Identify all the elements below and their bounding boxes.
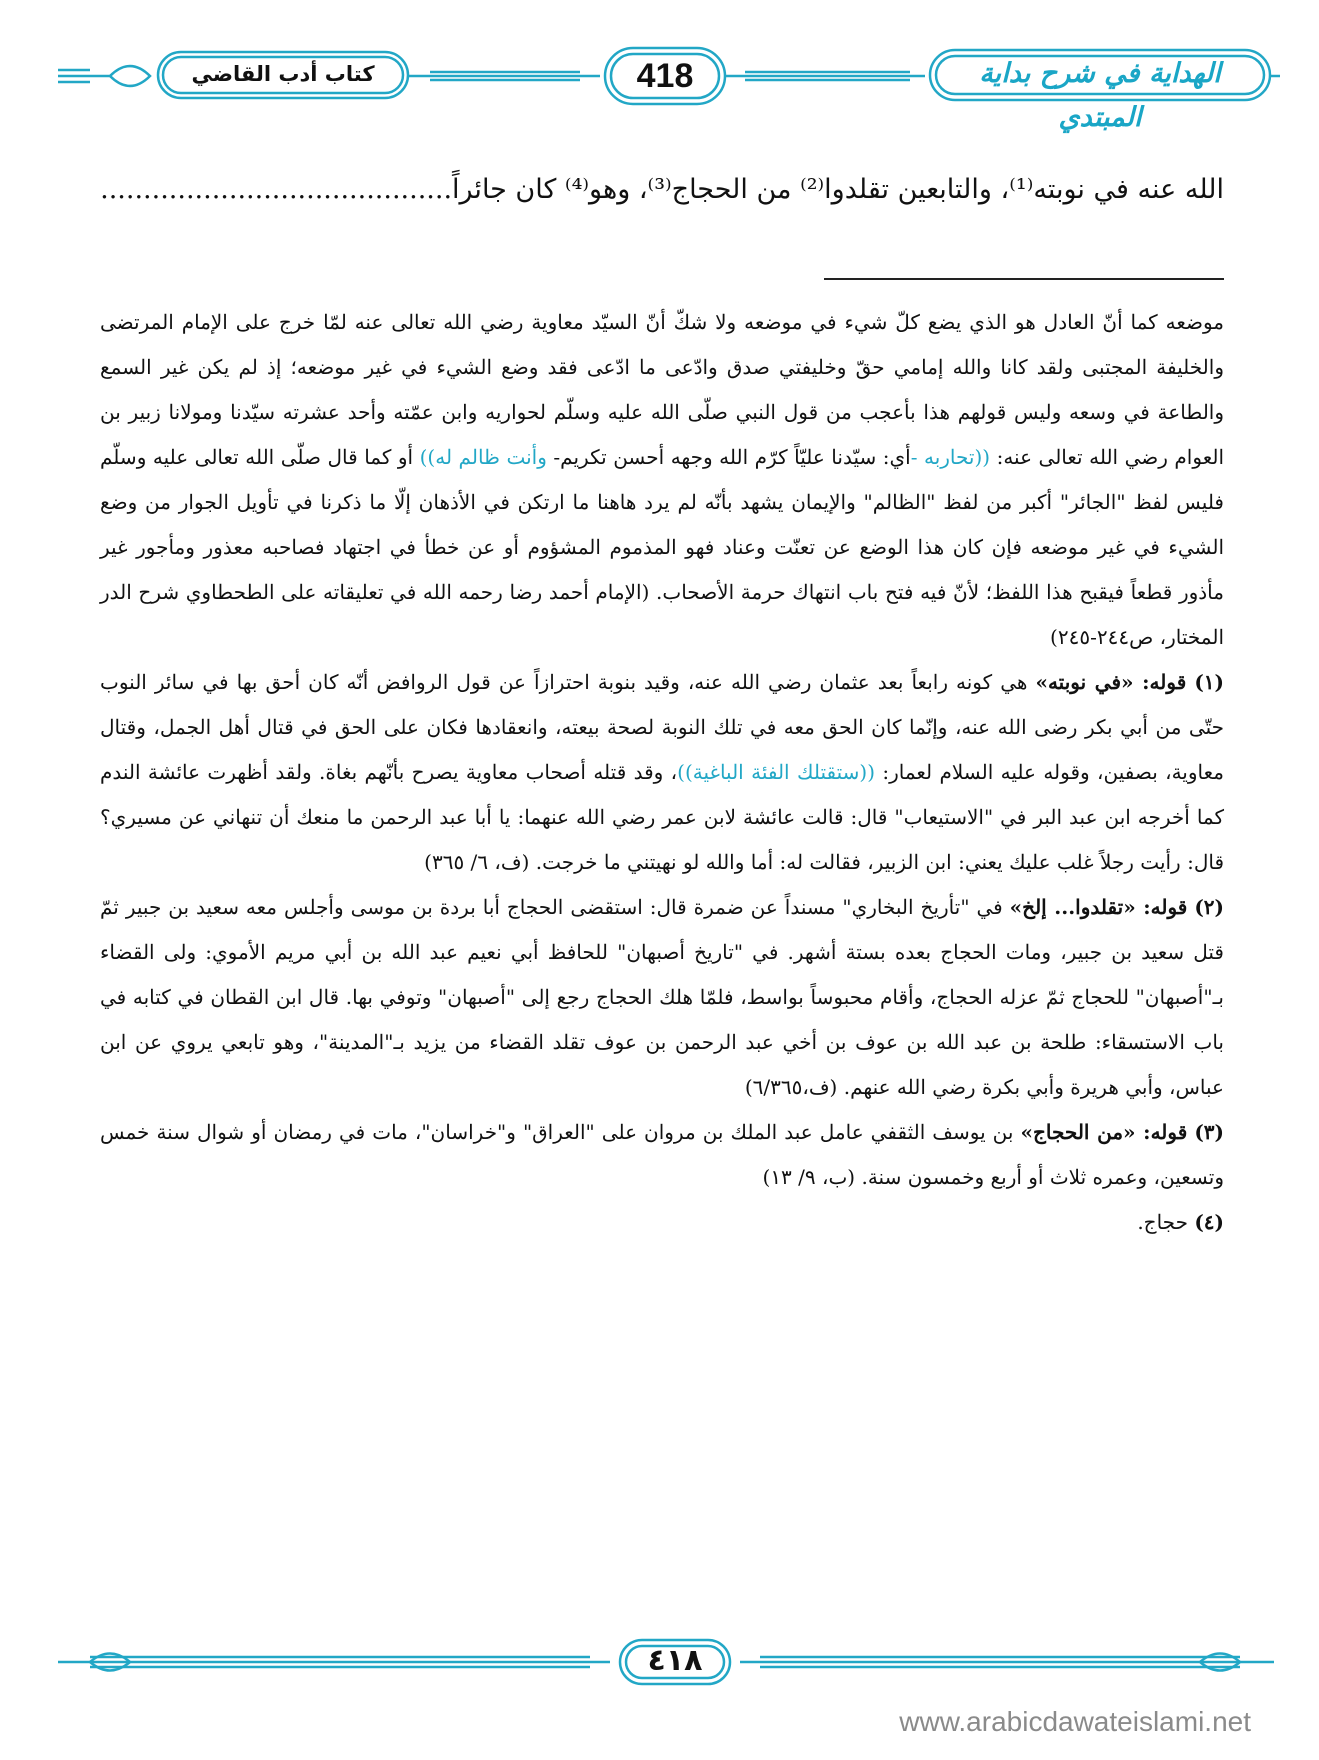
page-footer [50,1637,1282,1687]
footnote-heading: قوله: «تقلدوا... إلخ» [1009,895,1188,919]
footnote-number: (١) [1194,670,1224,694]
hadith-quote: ((تحاربه - [910,445,991,469]
hadith-quote: وأنت ظالم له)) [419,445,547,469]
footnote-separator [824,278,1224,280]
footnotes [100,300,1224,1245]
footnote-3: (٣) قوله: «من الحجاج» بن يوسف الثقفي عامل عبد الملك بن مروان على "العراق" و"خراسان"، مات في رمضان أو شوال سنة خمس وتسعين، وعمره ثلاث أو أربع وخمسون سنة. (ب، ٩/ ١٣) [100,1120,1224,1189]
footnote-continuation: موضعه كما أنّ العادل هو الذي يضع كلّ شيء في موضعه ولا شكّ أنّ السيّد معاوية رضي الله تعالى عنه لمّا خرج على الإمام المرتضى والخليفة المجتبى ولقد كانا والله إمامي حقّ وخليفتي صدق وادّعى ما ادّعى فقد وضع الشيء في غير موضعه؛ إذ لم يكن غير السمع والطاعة في وسعه وليس قولهم هذا بأعجب من قول النبي صلّى الله عليه وسلّم لحواريه وابن عمّته وأحد عشرته سيّدنا ومولانا زبير بن العوام رضي الله تعالى عنه: ((تحاربه -أي: سيّدنا عليّاً كرّم الله وجهه أحسن تكريم- وأنت ظالم له)) أو كما قال صلّى الله تعالى عليه وسلّم فليس لفظ "الجائر" أكبر من لفظ "الظالم" والإيمان يشهد بأنّه لم يرد هاهنا ما ارتكن في الأذهان إلّا ما ذكرنا في تأويل الجوار من وضع الشيء في غير موضعه فإن كان هذا الوضع عن تعنّت وعناد فهو المذموم المشؤوم أو عن خطأ في اجتهاد فصاحبه معذور ومأجور غير مأذور قطعاً فيقبح هذا اللفظ؛ لأنّ فيه فتح باب انتهاك حرمة الأصحاب. (الإمام أحمد رضا رحمه الله في تعليقاته على الطحطاوي شرح الدر المختار، ص٢٤٤-٢٤٥) [100,310,1224,649]
page-header [50,44,1282,133]
hadith-quote: ((ستقتلك الفئة الباغية)) [677,760,875,784]
footnote-1: (١) قوله: «في نوبته» هي كونه رابعاً بعد عثمان رضي الله عنه، وقيد بنوبة احترازاً عن قول الروافض أنّه كان أحق بها في سائر النوب حتّى من أبي بكر رضى الله عنه، وإنّما كان الحق معه في تلك النوبة لصحة بيعته، وانعقادها فكان على الحق في قتال أهل الجمل، وقتال معاوية، بصفين، وقوله عليه السلام لعمار: ((ستقتلك الفئة الباغية))، وقد قتله أصحاب معاوية يصرح بأنّهم بغاة. ولقد أظهرت عائشة الندم كما أخرجه ابن عبد البر في "الاستيعاب" قال: قالت عائشة لابن عمر رضي الله عنهما: يا أبا عبد الرحمن ما منعك أن تنهاني عن مسيري؟ قال: رأيت رجلاً غلب عليك يعني: ابن الزبير، فقالت له: أما والله لو نهيتني ما خرجت. (ف، ٦/ ٣٦٥) [100,670,1224,874]
footnote-2: (٢) قوله: «تقلدوا... إلخ» في "تأريخ البخاري" مسنداً عن ضمرة قال: استقضى الحجاج أبا بردة بن موسى وأجلس معه سعيد بن جبير ثمّ قتل سعيد بن جبير، ومات الحجاج بعده بستة أشهر. في "تاريخ أصبهان" للحافظ أبي نعيم عبد الله بن أبي مريم الأموي: ولى القضاء بـ"أصبهان" للحجاج ثمّ عزله الحجاج، وأقام محبوساً بواسط، فلمّا هلك الحجاج رجع إلى "أصبهان" وتوفي بها. قال ابن القطان في كتابه في باب الاستسقاء: طلحة بن عبد الله بن عوف بن أخي عبد الرحمن بن عوف تقلد القضاء من يزيد بـ"المدينة"، وهو تابعي يروي عن ابن عباس، وأبي هريرة وأبي بكرة رضي الله عنهم. (ف،٦/٣٦٥) [100,895,1225,1099]
footnote-heading: قوله: «من الحجاج» [1020,1120,1188,1144]
footer-page-number: ٤١٨ [647,1643,703,1678]
chapter-title: كتاب أدب القاضي [191,62,375,86]
main-text: الله عنه في نوبته⁽¹⁾، والتابعين تقلدوا⁽²⁾ من الحجاج⁽³⁾، وهو⁽⁴⁾ كان جائراً......................................... [100,174,1224,205]
footnote-number: (٣) [1194,1120,1224,1144]
footnote-heading: قوله: «في نوبته» [1035,670,1187,694]
footnote-4: (٤) حجاج. [1137,1210,1224,1234]
footnote-number: (٢) [1194,895,1225,919]
page-number: 418 [636,57,694,95]
footnote-number: (٤) [1194,1210,1224,1234]
website-link[interactable]: www.arabicdawateislami.net [899,1706,1251,1737]
book-title: الهداية في شرح بداية المبتدي [979,58,1221,133]
